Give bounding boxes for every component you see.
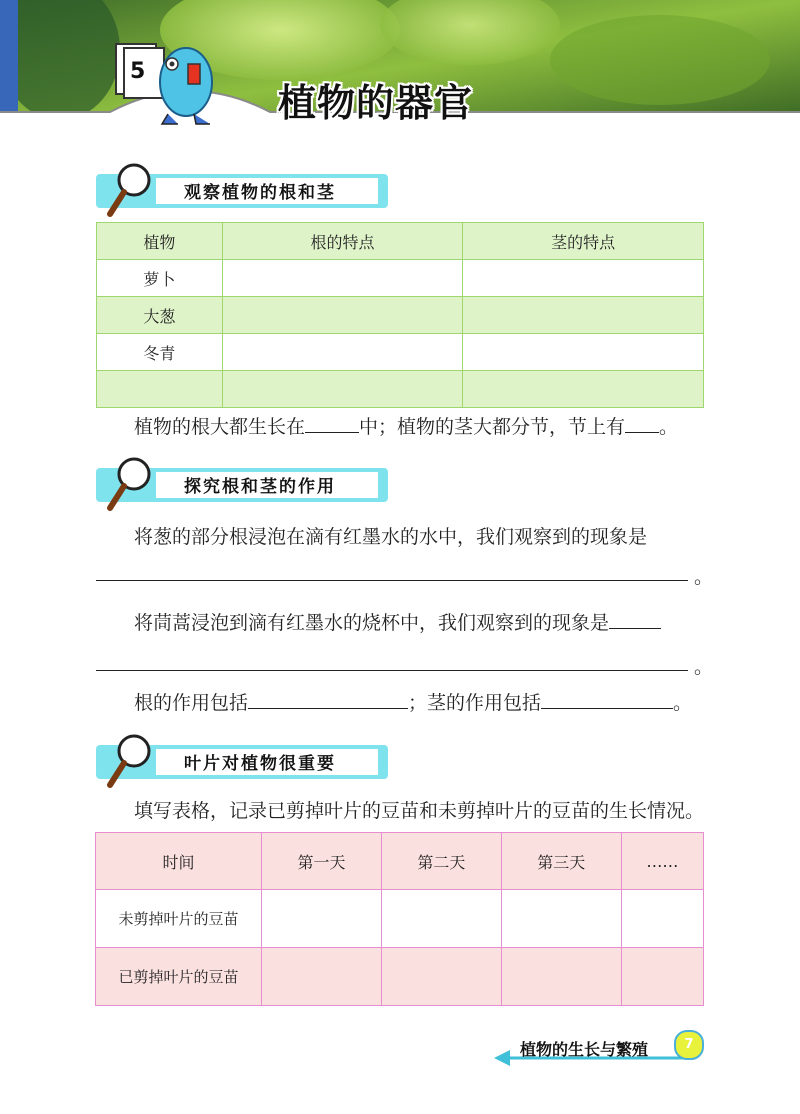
answer-blank[interactable] (609, 610, 661, 629)
table-row (97, 260, 704, 297)
stem-feature-cell[interactable] (463, 260, 704, 297)
chapter-title: 植物的器官 (278, 81, 474, 125)
table-header-cell: 第一天 (262, 833, 382, 890)
record-cell[interactable] (381, 948, 501, 1006)
answer-line[interactable] (96, 670, 688, 671)
answer-blank[interactable] (305, 414, 359, 433)
plant-name-cell: 萝卜 (97, 260, 223, 297)
record-cell[interactable] (262, 890, 382, 948)
question-2-text (134, 608, 661, 635)
chapter-header (0, 0, 800, 135)
table-header-cell: …… (621, 833, 703, 890)
sentence-text: 根的作用包括 (134, 692, 249, 714)
sentence-text: 。 (659, 416, 679, 438)
record-cell[interactable] (501, 948, 621, 1006)
table-row (97, 371, 704, 408)
section-title: 探究根和茎的作用 (184, 477, 336, 497)
root-feature-cell[interactable] (222, 260, 463, 297)
table-row (96, 948, 704, 1006)
record-cell[interactable] (381, 890, 501, 948)
table-header-row (96, 833, 704, 890)
answer-blank[interactable] (541, 690, 673, 709)
row-label-cell: 未剪掉叶片的豆苗 (96, 890, 262, 948)
magnifier-icon (98, 733, 158, 793)
table-header-cell: 时间 (96, 833, 262, 890)
table-header-cell: 植物 (97, 223, 223, 260)
section-title: 观察植物的根和茎 (184, 183, 336, 203)
stem-feature-cell[interactable] (463, 371, 704, 408)
record-cell[interactable] (262, 948, 382, 1006)
chapter-number: 5 (130, 59, 146, 84)
mascot-book-icon (108, 36, 218, 128)
section-heading-1 (96, 162, 396, 210)
record-cell[interactable] (621, 890, 703, 948)
question-3-text (134, 688, 692, 715)
stem-feature-cell[interactable] (463, 297, 704, 334)
answer-blank[interactable] (248, 690, 408, 709)
section-heading-3 (96, 733, 396, 781)
answer-blank[interactable] (625, 414, 659, 433)
table-row (97, 334, 704, 371)
root-feature-cell[interactable] (222, 334, 463, 371)
sentence-text: 植物的根大都生长在 (134, 416, 306, 438)
unit-title: 植物的生长与繁殖 (520, 1040, 649, 1059)
end-mark: 。 (694, 656, 714, 678)
section-heading-2 (96, 456, 396, 504)
record-cell[interactable] (501, 890, 621, 948)
record-cell[interactable] (621, 948, 703, 1006)
instruction-text: 填写表格，记录已剪掉叶片的豆苗和未剪掉叶片的豆苗的生长情况。 (134, 800, 705, 822)
plant-name-cell: 大葱 (97, 297, 223, 334)
plant-name-cell[interactable] (97, 371, 223, 408)
table-row (97, 297, 704, 334)
answer-line[interactable] (96, 580, 688, 581)
sentence-text: 中；植物的茎大都分节，节上有 (359, 416, 626, 438)
table-row (96, 890, 704, 948)
magnifier-icon (98, 456, 158, 516)
page-number: 7 (674, 1030, 704, 1060)
end-mark: 。 (694, 566, 714, 588)
row-label-cell: 已剪掉叶片的豆苗 (96, 948, 262, 1006)
plant-name-cell: 冬青 (97, 334, 223, 371)
stem-feature-cell[interactable] (463, 334, 704, 371)
table-header-cell: 第二天 (381, 833, 501, 890)
fill-in-sentence-1 (134, 412, 678, 439)
magnifier-icon (98, 162, 158, 222)
section-title: 叶片对植物很重要 (184, 754, 336, 774)
question-1-text: 将葱的部分根浸泡在滴有红墨水的水中，我们观察到的现象是 (134, 526, 648, 548)
sentence-text: ；茎的作用包括 (408, 692, 542, 714)
question-2-prompt: 将茼蒿浸泡到滴有红墨水的烧杯中，我们观察到的现象是 (134, 612, 610, 634)
bean-sprout-growth-table (95, 832, 704, 1006)
root-feature-cell[interactable] (222, 297, 463, 334)
root-feature-cell[interactable] (222, 371, 463, 408)
table-header-row (97, 223, 704, 260)
table-header-cell: 第三天 (501, 833, 621, 890)
table-header-cell: 茎的特点 (463, 223, 704, 260)
sentence-text: 。 (673, 692, 693, 714)
table-header-cell: 根的特点 (222, 223, 463, 260)
plant-root-stem-table (96, 222, 704, 408)
